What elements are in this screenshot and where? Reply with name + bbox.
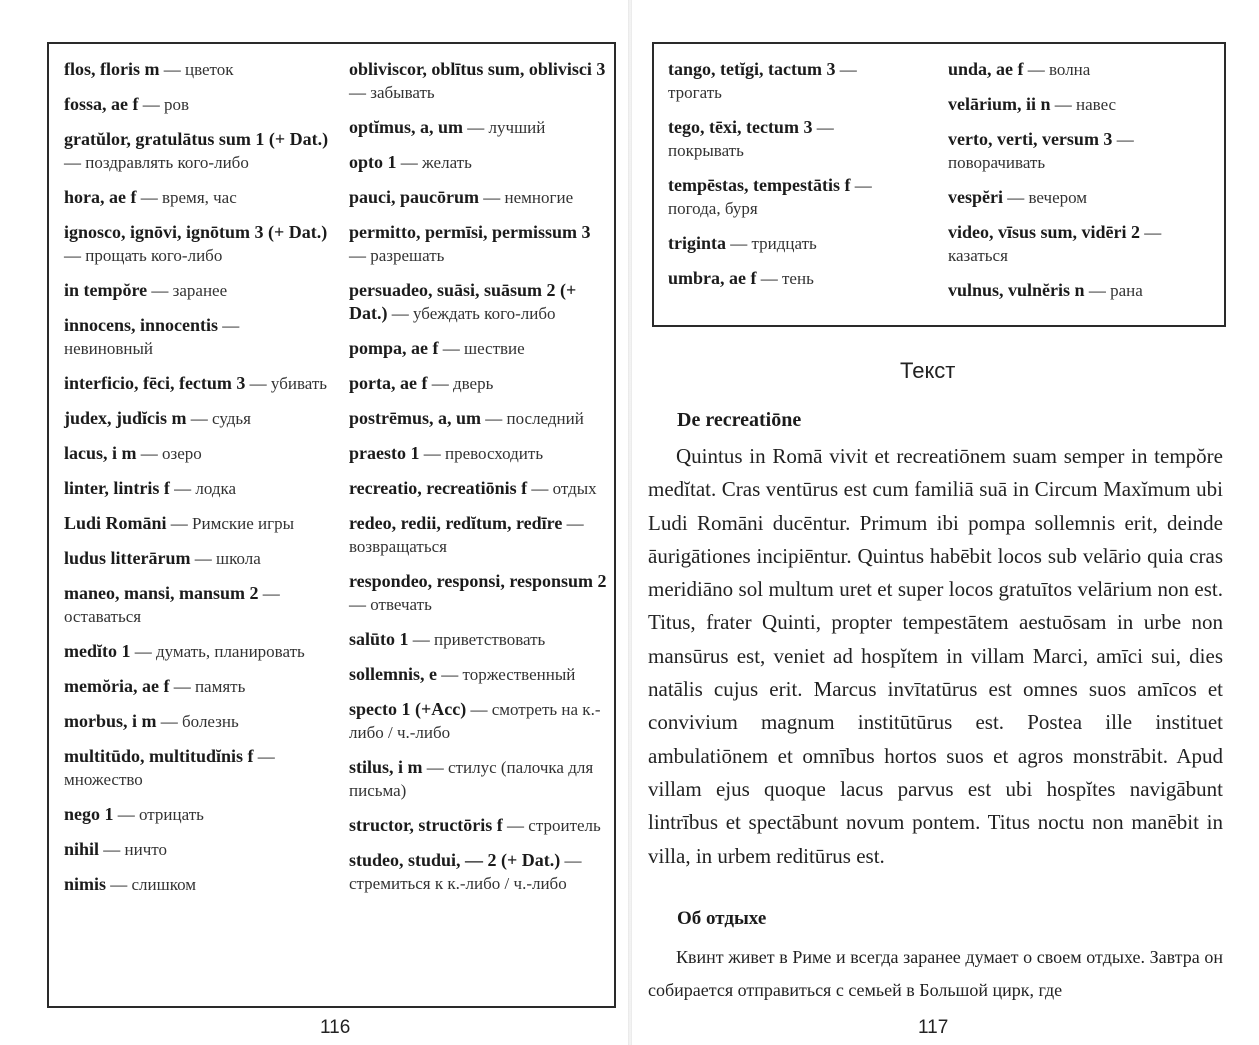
latin-word: stilus, i m bbox=[349, 757, 423, 777]
vocab-entry bbox=[349, 756, 611, 802]
latin-word: velārium, ii n bbox=[948, 94, 1051, 114]
vocab-entry bbox=[64, 838, 329, 861]
em-dash: — bbox=[1023, 60, 1050, 79]
page-number-right: 117 bbox=[918, 1017, 949, 1038]
vocab-entry bbox=[668, 58, 908, 104]
em-dash: — bbox=[349, 83, 371, 102]
russian-meaning: рана bbox=[1110, 281, 1143, 300]
em-dash: — bbox=[396, 153, 423, 172]
russian-meaning: строитель bbox=[528, 816, 601, 835]
latin-word: in tempŏre bbox=[64, 280, 148, 300]
vocab-entry bbox=[64, 442, 329, 465]
latin-word: multitūdo, multitudĭnis f bbox=[64, 746, 254, 766]
vocab-entry bbox=[349, 186, 611, 209]
em-dash: — bbox=[1140, 223, 1162, 242]
russian-meaning: лучший bbox=[488, 118, 546, 137]
vocab-entry bbox=[948, 221, 1218, 267]
russian-meaning: оставаться bbox=[64, 607, 142, 626]
vocab-entry bbox=[64, 128, 329, 174]
em-dash: — bbox=[186, 409, 213, 428]
vocab-entry bbox=[349, 407, 611, 430]
russian-meaning: торжественный bbox=[462, 665, 576, 684]
latin-word: nego 1 bbox=[64, 804, 114, 824]
latin-word: pompa, ae f bbox=[349, 338, 439, 358]
latin-word: ignosco, ignōvi, ignōtum 3 (+ Dat.) bbox=[64, 222, 328, 242]
text-heading-russian: Об отдыхе bbox=[677, 908, 767, 929]
em-dash: — bbox=[835, 60, 857, 79]
vocab-entry bbox=[948, 93, 1218, 116]
russian-meaning: желать bbox=[422, 153, 472, 172]
latin-word: triginta bbox=[668, 233, 726, 253]
latin-word: morbus, i m bbox=[64, 711, 157, 731]
russian-meaning: последний bbox=[506, 409, 584, 428]
vocab-entry bbox=[349, 628, 611, 651]
vocab-entry bbox=[64, 710, 329, 733]
russian-meaning: забывать bbox=[370, 83, 435, 102]
vocab-entry bbox=[64, 547, 329, 570]
russian-meaning: школа bbox=[216, 549, 261, 568]
latin-word: studeo, studui, — 2 (+ Dat.) bbox=[349, 850, 561, 870]
em-dash: — bbox=[1002, 188, 1029, 207]
vocab-column-2 bbox=[948, 58, 1218, 314]
vocab-entry bbox=[349, 58, 611, 104]
russian-meaning: цветок bbox=[184, 60, 234, 79]
vocab-entry bbox=[64, 873, 329, 896]
latin-word: porta, ae f bbox=[349, 373, 428, 393]
em-dash: — bbox=[560, 851, 582, 870]
russian-meaning: волна bbox=[1049, 60, 1091, 79]
em-dash: — bbox=[419, 444, 445, 463]
russian-meaning: тридцать bbox=[751, 234, 817, 253]
vocab-entry bbox=[64, 186, 329, 209]
latin-word: specto 1 (+Acc) bbox=[349, 699, 467, 719]
latin-word: video, vīsus sum, vidēri 2 bbox=[948, 222, 1141, 242]
vocab-entry bbox=[349, 372, 611, 395]
em-dash: — bbox=[106, 875, 132, 894]
vocab-entry bbox=[349, 477, 611, 500]
em-dash: — bbox=[349, 595, 371, 614]
vocab-entry bbox=[349, 279, 611, 325]
em-dash: — bbox=[812, 118, 834, 137]
vocabulary-box-right bbox=[652, 42, 1226, 327]
latin-word: recreatio, recreatiōnis f bbox=[349, 478, 528, 498]
russian-meaning: множество bbox=[64, 770, 143, 789]
em-dash: — bbox=[463, 118, 489, 137]
russian-meaning: стилус (палочка для письма) bbox=[349, 758, 594, 800]
vocab-column-1 bbox=[668, 58, 908, 302]
russian-meaning: Римские игры bbox=[192, 514, 295, 533]
em-dash: — bbox=[387, 304, 413, 323]
russian-meaning: время, час bbox=[161, 188, 237, 207]
vocab-entry bbox=[64, 745, 329, 791]
right-page bbox=[630, 0, 1259, 1045]
em-dash: — bbox=[437, 665, 463, 684]
em-dash: — bbox=[136, 444, 163, 463]
em-dash: — bbox=[253, 747, 275, 766]
em-dash: — bbox=[138, 95, 164, 114]
latin-word: judex, judĭcis m bbox=[64, 408, 187, 428]
latin-word: tango, tetĭgi, tactum 3 bbox=[668, 59, 836, 79]
russian-meaning: болезнь bbox=[182, 712, 239, 731]
russian-meaning: возвращаться bbox=[349, 537, 447, 556]
latin-word: nimis bbox=[64, 874, 107, 894]
vocab-entry bbox=[668, 116, 908, 162]
vocab-entry bbox=[64, 407, 329, 430]
em-dash: — bbox=[479, 188, 505, 207]
vocab-entry bbox=[64, 675, 329, 698]
em-dash: — bbox=[190, 549, 217, 568]
latin-word: fossa, ae f bbox=[64, 94, 139, 114]
vocab-entry bbox=[948, 186, 1218, 209]
vocab-entry bbox=[64, 279, 329, 302]
vocab-entry bbox=[668, 267, 908, 290]
latin-word: interficio, fēci, fectum 3 bbox=[64, 373, 246, 393]
vocab-column-2 bbox=[349, 58, 611, 907]
latin-word: linter, lintris f bbox=[64, 478, 170, 498]
russian-meaning: память bbox=[194, 677, 246, 696]
russian-meaning: казаться bbox=[948, 246, 1008, 265]
latin-word: lacus, i m bbox=[64, 443, 137, 463]
latin-word: praesto 1 bbox=[349, 443, 420, 463]
russian-meaning: убивать bbox=[270, 374, 328, 393]
em-dash: — bbox=[756, 269, 782, 288]
em-dash: — bbox=[169, 479, 196, 498]
latin-word: structor, structōris f bbox=[349, 815, 503, 835]
vocab-entry bbox=[64, 314, 329, 360]
vocab-column-1 bbox=[64, 58, 329, 908]
em-dash: — bbox=[130, 642, 156, 661]
vocab-entry bbox=[64, 512, 329, 535]
russian-meaning: отвечать bbox=[370, 595, 432, 614]
latin-word: optĭmus, a, um bbox=[349, 117, 464, 137]
latin-word: umbra, ae f bbox=[668, 268, 757, 288]
latin-word: flos, floris m bbox=[64, 59, 160, 79]
russian-meaning: разрешать bbox=[370, 246, 445, 265]
russian-meaning: слишком bbox=[131, 875, 197, 894]
em-dash: — bbox=[1050, 95, 1076, 114]
russian-meaning: поздравлять кого-либо bbox=[85, 153, 249, 172]
vocab-entry bbox=[349, 221, 611, 267]
russian-meaning: превосходить bbox=[445, 444, 544, 463]
em-dash: — bbox=[258, 584, 280, 603]
russian-meaning: немногие bbox=[504, 188, 574, 207]
russian-meaning: тень bbox=[782, 269, 814, 288]
vocab-entry bbox=[948, 58, 1218, 81]
latin-text-body: Quintus in Romā vivit et recreatiōnem suam semper in tempŏre medĭtat. Cras ventūrus est cum familiā suā in Circum Maxĭmum ubi Ludi Romāni ducēntur. Primum ibi pompa sollemnis erit, deinde āurigātiones incipiēntur. Quintus habēbit locos sub velārio quia cras meridiāno sol multum uret et super locos gratuītos velārium non est. Titus, frater Quinti, propter tempestātem aestuōsam in urbe non mansūrus est, veniet ad hospĭtem in villam Marci, amīci sui, dies natālis cujus erit. Marcus invītatūrus est omnes suos amīcos et convivium magnum institūtūrus est. Postea ille instituet ambulatiōnem et omnībus hortos suos et agros monstrābit. Apud villam ejus quoque lacus parvus est ubi hospĭtes navigābunt lintrībus et spectābunt novum pontem. Titus noctu non manēbit in villa, in urbem reditūrus est. bbox=[648, 444, 1223, 868]
vocab-entry bbox=[349, 570, 611, 616]
latin-word: vulnus, vulnĕris n bbox=[948, 280, 1085, 300]
russian-meaning: стремиться к к.-либо / ч.-либо bbox=[349, 874, 567, 893]
russian-meaning: погода, буря bbox=[668, 199, 758, 218]
latin-word: postrēmus, a, um bbox=[349, 408, 482, 428]
russian-meaning: шествие bbox=[464, 339, 525, 358]
russian-meaning: убеждать кого-либо bbox=[413, 304, 556, 323]
em-dash: — bbox=[166, 514, 193, 533]
latin-word: gratŭlor, gratulātus sum 1 (+ Dat.) bbox=[64, 129, 329, 149]
text-heading-latin: De recreatiōne bbox=[677, 409, 802, 431]
em-dash: — bbox=[159, 60, 185, 79]
vocabulary-box-left bbox=[47, 42, 616, 1008]
russian-meaning: трогать bbox=[668, 83, 722, 102]
latin-word: respondeo, responsi, responsum 2 bbox=[349, 571, 607, 591]
vocab-entry bbox=[64, 58, 329, 81]
latin-word: pauci, paucōrum bbox=[349, 187, 480, 207]
latin-word: unda, ae f bbox=[948, 59, 1024, 79]
vocab-entry bbox=[349, 698, 611, 744]
latin-word: sollemnis, e bbox=[349, 664, 437, 684]
vocab-entry bbox=[64, 372, 329, 395]
latin-word: vespĕri bbox=[948, 187, 1003, 207]
latin-word: opto 1 bbox=[349, 152, 397, 172]
latin-word: salūto 1 bbox=[349, 629, 409, 649]
em-dash: — bbox=[113, 805, 139, 824]
vocab-entry bbox=[64, 221, 329, 267]
vocab-entry bbox=[349, 814, 611, 837]
russian-meaning: судья bbox=[212, 409, 251, 428]
em-dash: — bbox=[218, 316, 240, 335]
russian-meaning: заранее bbox=[172, 281, 228, 300]
em-dash: — bbox=[136, 188, 162, 207]
em-dash: — bbox=[438, 339, 464, 358]
em-dash: — bbox=[481, 409, 507, 428]
vocab-entry bbox=[349, 512, 611, 558]
em-dash: — bbox=[349, 246, 371, 265]
latin-word: permitto, permīsi, permissum 3 bbox=[349, 222, 591, 242]
latin-word: verto, verti, versum 3 bbox=[948, 129, 1113, 149]
em-dash: — bbox=[64, 153, 86, 172]
em-dash: — bbox=[64, 246, 86, 265]
vocab-entry bbox=[64, 640, 329, 663]
em-dash: — bbox=[850, 176, 872, 195]
russian-meaning: озеро bbox=[162, 444, 202, 463]
russian-text-body: Квинт живет в Риме и всегда заранее думает о своем отдыхе. Завтра он собирается отправиться с семьей в Большой цирк, где bbox=[648, 947, 1223, 1000]
em-dash: — bbox=[502, 816, 529, 835]
russian-meaning: навес bbox=[1076, 95, 1117, 114]
section-title: Текст bbox=[900, 358, 956, 383]
vocab-entry bbox=[349, 337, 611, 360]
vocab-entry bbox=[64, 582, 329, 628]
latin-word: medĭto 1 bbox=[64, 641, 131, 661]
vocab-entry bbox=[64, 477, 329, 500]
vocab-entry bbox=[668, 232, 908, 255]
em-dash: — bbox=[466, 700, 492, 719]
latin-word: ludus litterārum bbox=[64, 548, 191, 568]
page-number-left: 116 bbox=[320, 1017, 351, 1038]
latin-word: redeo, redii, redĭtum, redīre bbox=[349, 513, 563, 533]
em-dash: — bbox=[422, 758, 449, 777]
em-dash: — bbox=[1084, 281, 1111, 300]
latin-word: innocens, innocentis bbox=[64, 315, 219, 335]
em-dash: — bbox=[169, 677, 195, 696]
russian-meaning: отрицать bbox=[139, 805, 204, 824]
latin-word: maneo, mansi, mansum 2 bbox=[64, 583, 259, 603]
latin-word: tego, tēxi, tectum 3 bbox=[668, 117, 813, 137]
russian-meaning: смотреть на к.-либо / ч.-либо bbox=[349, 700, 601, 742]
russian-meaning: лодка bbox=[195, 479, 237, 498]
russian-meaning: невиновный bbox=[64, 339, 154, 358]
em-dash: — bbox=[408, 630, 435, 649]
vocab-entry bbox=[349, 151, 611, 174]
vocab-entry bbox=[948, 279, 1218, 302]
em-dash: — bbox=[527, 479, 553, 498]
em-dash: — bbox=[245, 374, 271, 393]
russian-meaning: вечером bbox=[1028, 188, 1088, 207]
em-dash: — bbox=[427, 374, 453, 393]
latin-word: persuadeo, suāsi, suāsum 2 (+ Dat.) bbox=[349, 280, 577, 323]
latin-word: memŏria, ae f bbox=[64, 676, 170, 696]
vocab-entry bbox=[349, 116, 611, 139]
vocab-entry bbox=[64, 803, 329, 826]
latin-word: nihil bbox=[64, 839, 100, 859]
latin-word: hora, ae f bbox=[64, 187, 137, 207]
russian-meaning: ров bbox=[164, 95, 190, 114]
russian-meaning: поворачивать bbox=[948, 153, 1046, 172]
em-dash: — bbox=[1112, 130, 1134, 149]
russian-meaning: ничто bbox=[124, 840, 167, 859]
em-dash: — bbox=[147, 281, 173, 300]
vocab-entry bbox=[668, 174, 908, 220]
russian-meaning: приветствовать bbox=[434, 630, 546, 649]
em-dash: — bbox=[562, 514, 584, 533]
em-dash: — bbox=[99, 840, 125, 859]
vocab-entry bbox=[349, 442, 611, 465]
latin-word: Ludi Romāni bbox=[64, 513, 167, 533]
russian-meaning: дверь bbox=[452, 374, 494, 393]
latin-word: tempēstas, tempestātis f bbox=[668, 175, 851, 195]
latin-word: obliviscor, oblītus sum, oblivisci 3 bbox=[349, 59, 606, 79]
vocab-entry bbox=[948, 128, 1218, 174]
em-dash: — bbox=[156, 712, 183, 731]
em-dash: — bbox=[726, 234, 752, 253]
vocab-entry bbox=[349, 849, 611, 895]
russian-meaning: думать, планировать bbox=[156, 642, 305, 661]
russian-meaning: прощать кого-либо bbox=[85, 246, 223, 265]
russian-meaning: отдых bbox=[552, 479, 597, 498]
vocab-entry bbox=[349, 663, 611, 686]
russian-meaning: покрывать bbox=[668, 141, 744, 160]
vocab-entry bbox=[64, 93, 329, 116]
